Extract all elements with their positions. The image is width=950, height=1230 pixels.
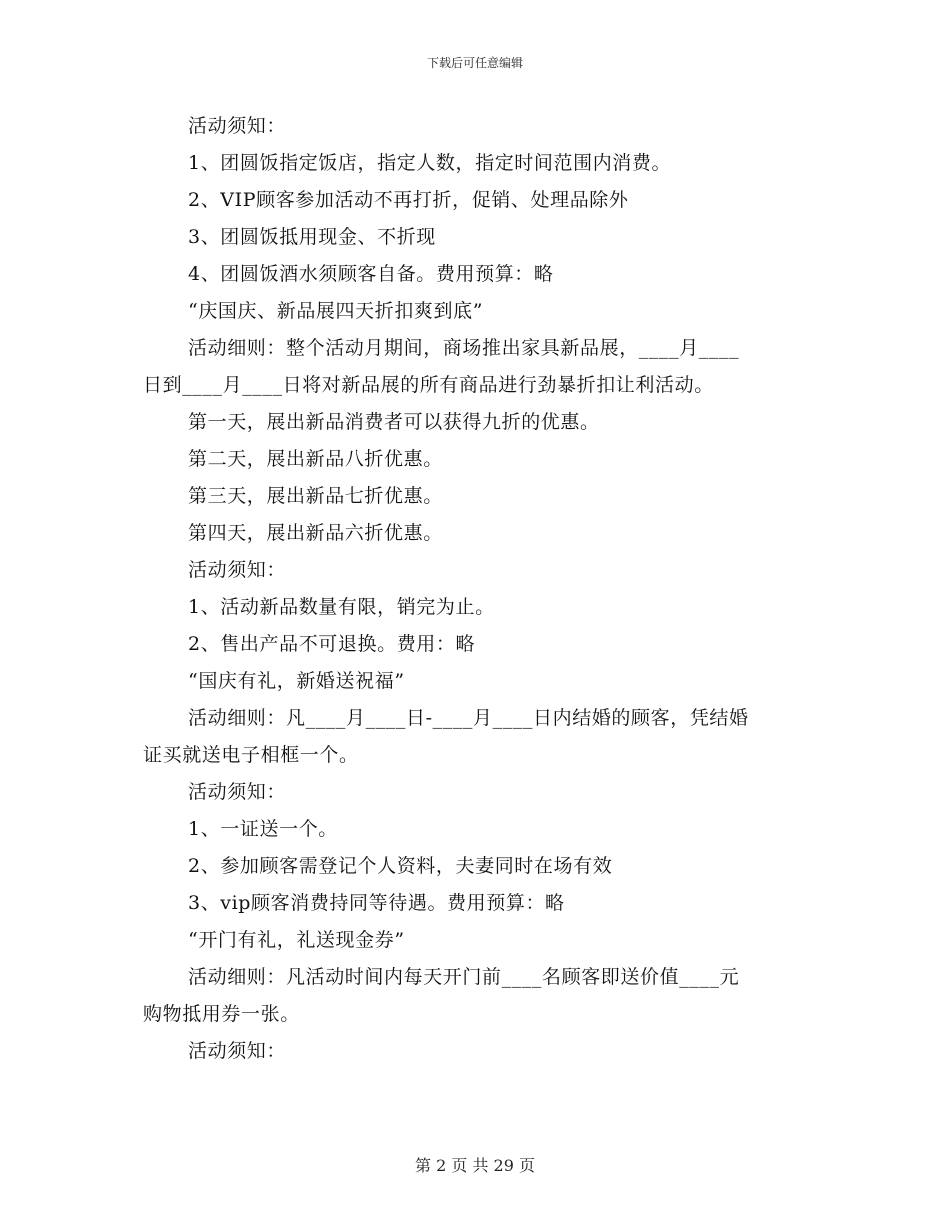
paragraph: 第四天，展出新品六折优惠。 — [188, 522, 443, 544]
paragraph: 2、参加顾客需登记个人资料，夫妻同时在场有效 — [188, 855, 613, 877]
paragraph: 2、VIP顾客参加活动不再打折，促销、处理品除外 — [188, 189, 629, 211]
paragraph: 1、团圆饭指定饭店，指定人数，指定时间范围内消费。 — [188, 152, 672, 174]
section-title: “开门有礼，礼送现金券” — [188, 929, 405, 951]
paragraph: 购物抵用券一张。 — [143, 1003, 300, 1025]
paragraph: 3、vip顾客消费持同等待遇。费用预算：略 — [188, 892, 565, 914]
paragraph: 证买就送电子相框一个。 — [143, 744, 359, 766]
page-footer: 第 2 页 共 29 页 — [415, 1156, 535, 1175]
paragraph: 活动须知： — [188, 115, 287, 137]
paragraph: 3、团圆饭抵用现金、不折现 — [188, 226, 436, 248]
paragraph: 活动细则：凡活动时间内每天开门前____名顾客即送价值____元 — [188, 966, 740, 988]
paragraph: 第一天，展出新品消费者可以获得九折的优惠。 — [188, 411, 600, 433]
section-title: “国庆有礼，新婚送祝福” — [188, 670, 405, 692]
paragraph: 活动细则：凡____月____日-____月____日内结婚的顾客，凭结婚 — [188, 707, 749, 729]
paragraph: 第三天，展出新品七折优惠。 — [188, 485, 443, 507]
paragraph: 第二天，展出新品八折优惠。 — [188, 448, 443, 470]
paragraph: 2、售出产品不可退换。费用：略 — [188, 633, 476, 655]
paragraph: 活动须知： — [188, 781, 287, 803]
paragraph: 活动细则：整个活动月期间，商场推出家具新品展，____月____ — [188, 337, 740, 359]
paragraph: 1、一证送一个。 — [188, 818, 338, 840]
paragraph: 4、团圆饭酒水须顾客自备。费用预算：略 — [188, 263, 554, 285]
paragraph: 活动须知： — [188, 1040, 287, 1062]
section-title: “庆国庆、新品展四天折扣爽到底” — [188, 300, 484, 322]
paragraph: 日到____月____日将对新品展的所有商品进行劲暴折扣让利活动。 — [143, 374, 714, 396]
paragraph: 1、活动新品数量有限，销完为止。 — [188, 596, 495, 618]
document-body — [143, 108, 811, 1070]
page-header: 下载后可任意编辑 — [426, 56, 523, 70]
paragraph: 活动须知： — [188, 559, 287, 581]
